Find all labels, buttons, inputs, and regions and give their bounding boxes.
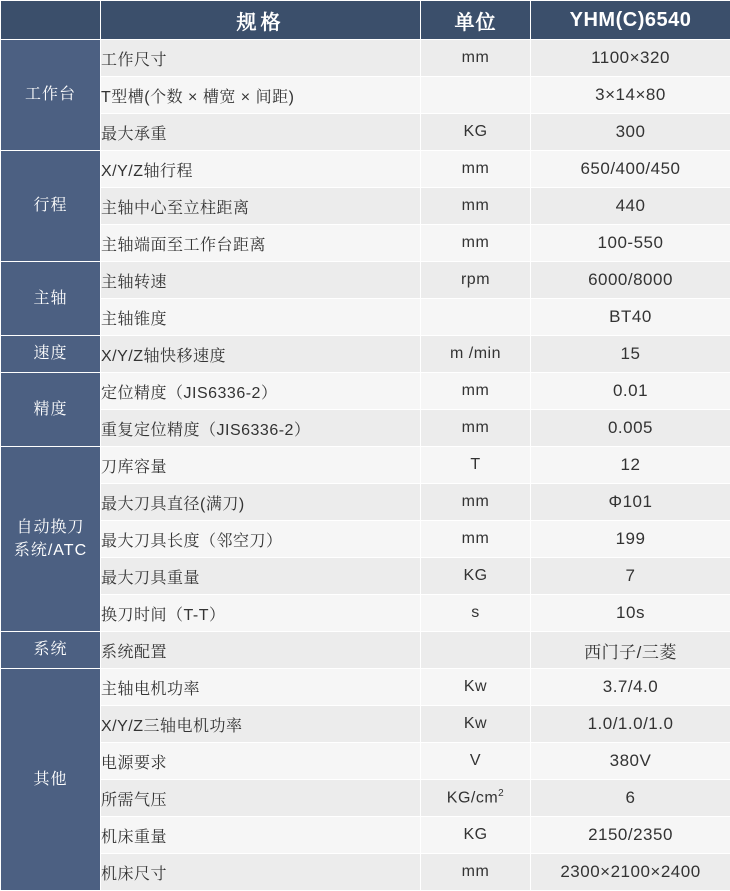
table-row bbox=[1, 595, 730, 632]
row-unit-value: mm bbox=[421, 410, 531, 447]
row-item-label: 工作尺寸 bbox=[101, 40, 421, 77]
row-unit-value: mm bbox=[421, 151, 531, 188]
group-label-6: 自动换刀 系统/ATC bbox=[1, 447, 101, 632]
table-row bbox=[1, 40, 730, 77]
row-unit-value: mm bbox=[421, 854, 531, 891]
group-label-5: 精度 bbox=[1, 373, 101, 447]
row-spec-value: 380V bbox=[531, 743, 730, 780]
row-item-label: X/Y/Z轴快移速度 bbox=[101, 336, 421, 373]
row-item-label: 最大刀具直径(满刀) bbox=[101, 484, 421, 521]
row-unit-value: Kw bbox=[421, 706, 531, 743]
row-spec-value: 300 bbox=[531, 114, 730, 151]
row-unit-value: KG bbox=[421, 817, 531, 854]
row-spec-value: 650/400/450 bbox=[531, 151, 730, 188]
row-unit-value: mm bbox=[421, 40, 531, 77]
row-item-label: 系统配置 bbox=[101, 632, 421, 669]
row-unit-value: rpm bbox=[421, 262, 531, 299]
row-unit-value bbox=[421, 299, 531, 336]
table-body bbox=[1, 40, 730, 891]
table-row bbox=[1, 225, 730, 262]
row-unit-value: $KG/cm^2$ bbox=[421, 780, 531, 817]
table-header-row bbox=[1, 1, 730, 40]
row-spec-value: 12 bbox=[531, 447, 730, 484]
row-spec-value: 100-550 bbox=[531, 225, 730, 262]
row-item-label: 电源要求 bbox=[101, 743, 421, 780]
table-row bbox=[1, 521, 730, 558]
table-row bbox=[1, 373, 730, 410]
row-item-label: 换刀时间（T-T） bbox=[101, 595, 421, 632]
row-item-label: 重复定位精度（JIS6336-2） bbox=[101, 410, 421, 447]
row-spec-value: 0.01 bbox=[531, 373, 730, 410]
table-row bbox=[1, 743, 730, 780]
group-label-7: 系统 bbox=[1, 632, 101, 669]
row-item-label: T型槽(个数 × 槽宽 × 间距) bbox=[101, 77, 421, 114]
row-item-label: X/Y/Z轴行程 bbox=[101, 151, 421, 188]
table-row bbox=[1, 299, 730, 336]
table-header bbox=[1, 1, 730, 40]
row-unit-value: KG bbox=[421, 558, 531, 595]
row-spec-value: 10s bbox=[531, 595, 730, 632]
row-spec-value: 3.7/4.0 bbox=[531, 669, 730, 706]
row-unit-value: T bbox=[421, 447, 531, 484]
table-row bbox=[1, 151, 730, 188]
row-unit-value: mm bbox=[421, 521, 531, 558]
table-row bbox=[1, 669, 730, 706]
row-unit-value: s bbox=[421, 595, 531, 632]
header-model-cell: YHM(C)6540 bbox=[531, 1, 730, 40]
table-row bbox=[1, 706, 730, 743]
row-item-label: 所需气压 bbox=[101, 780, 421, 817]
row-spec-value: 440 bbox=[531, 188, 730, 225]
table-row bbox=[1, 77, 730, 114]
row-spec-value: 15 bbox=[531, 336, 730, 373]
row-spec-value: 2150/2350 bbox=[531, 817, 730, 854]
row-item-label: 机床重量 bbox=[101, 817, 421, 854]
row-item-label: 主轴转速 bbox=[101, 262, 421, 299]
table-row bbox=[1, 817, 730, 854]
table-row bbox=[1, 262, 730, 299]
row-spec-value: 西门子/三菱 bbox=[531, 632, 730, 669]
table-row bbox=[1, 188, 730, 225]
row-item-label: 最大刀具长度（邻空刀） bbox=[101, 521, 421, 558]
group-label-8: 其他 bbox=[1, 669, 101, 891]
row-spec-value: 0.005 bbox=[531, 410, 730, 447]
row-item-label: 主轴端面至工作台距离 bbox=[101, 225, 421, 262]
group-label-4: 速度 bbox=[1, 336, 101, 373]
group-label-3: 主轴 bbox=[1, 262, 101, 336]
row-spec-value: 1100×320 bbox=[531, 40, 730, 77]
row-unit-value: V bbox=[421, 743, 531, 780]
table-row bbox=[1, 632, 730, 669]
row-spec-value: 2300×2100×2400 bbox=[531, 854, 730, 891]
unit-superscript: 2 bbox=[498, 788, 504, 799]
row-item-label: 主轴锥度 bbox=[101, 299, 421, 336]
row-spec-value: 199 bbox=[531, 521, 730, 558]
row-item-label: 主轴电机功率 bbox=[101, 669, 421, 706]
group-label-2: 行程 bbox=[1, 151, 101, 262]
table-row bbox=[1, 780, 730, 817]
header-unit-cell: 单位 bbox=[421, 1, 531, 40]
row-spec-value: 3×14×80 bbox=[531, 77, 730, 114]
row-spec-value: 1.0/1.0/1.0 bbox=[531, 706, 730, 743]
row-unit-value: mm bbox=[421, 188, 531, 225]
table-row bbox=[1, 336, 730, 373]
row-item-label: 最大刀具重量 bbox=[101, 558, 421, 595]
row-spec-value: 6000/8000 bbox=[531, 262, 730, 299]
row-unit-value bbox=[421, 77, 531, 114]
table-row bbox=[1, 447, 730, 484]
row-unit-value: m /min bbox=[421, 336, 531, 373]
group-label-1: 工作台 bbox=[1, 40, 101, 151]
row-unit-value bbox=[421, 632, 531, 669]
row-unit-value: KG bbox=[421, 114, 531, 151]
row-spec-value: BT40 bbox=[531, 299, 730, 336]
row-item-label: 刀库容量 bbox=[101, 447, 421, 484]
table-row bbox=[1, 114, 730, 151]
table-row bbox=[1, 410, 730, 447]
table-row bbox=[1, 484, 730, 521]
header-spec-cell: 规格 bbox=[101, 1, 421, 40]
table-row bbox=[1, 854, 730, 891]
row-item-label: 机床尺寸 bbox=[101, 854, 421, 891]
row-spec-value: 7 bbox=[531, 558, 730, 595]
row-item-label: 主轴中心至立柱距离 bbox=[101, 188, 421, 225]
table-row bbox=[1, 558, 730, 595]
row-item-label: X/Y/Z三轴电机功率 bbox=[101, 706, 421, 743]
row-unit-value: Kw bbox=[421, 669, 531, 706]
header-group-cell bbox=[1, 1, 101, 40]
row-item-label: 最大承重 bbox=[101, 114, 421, 151]
row-unit-value: mm bbox=[421, 373, 531, 410]
row-unit-value: mm bbox=[421, 484, 531, 521]
row-spec-value: Φ101 bbox=[531, 484, 730, 521]
row-unit-value: mm bbox=[421, 225, 531, 262]
row-item-label: 定位精度（JIS6336-2） bbox=[101, 373, 421, 410]
row-spec-value: 6 bbox=[531, 780, 730, 817]
